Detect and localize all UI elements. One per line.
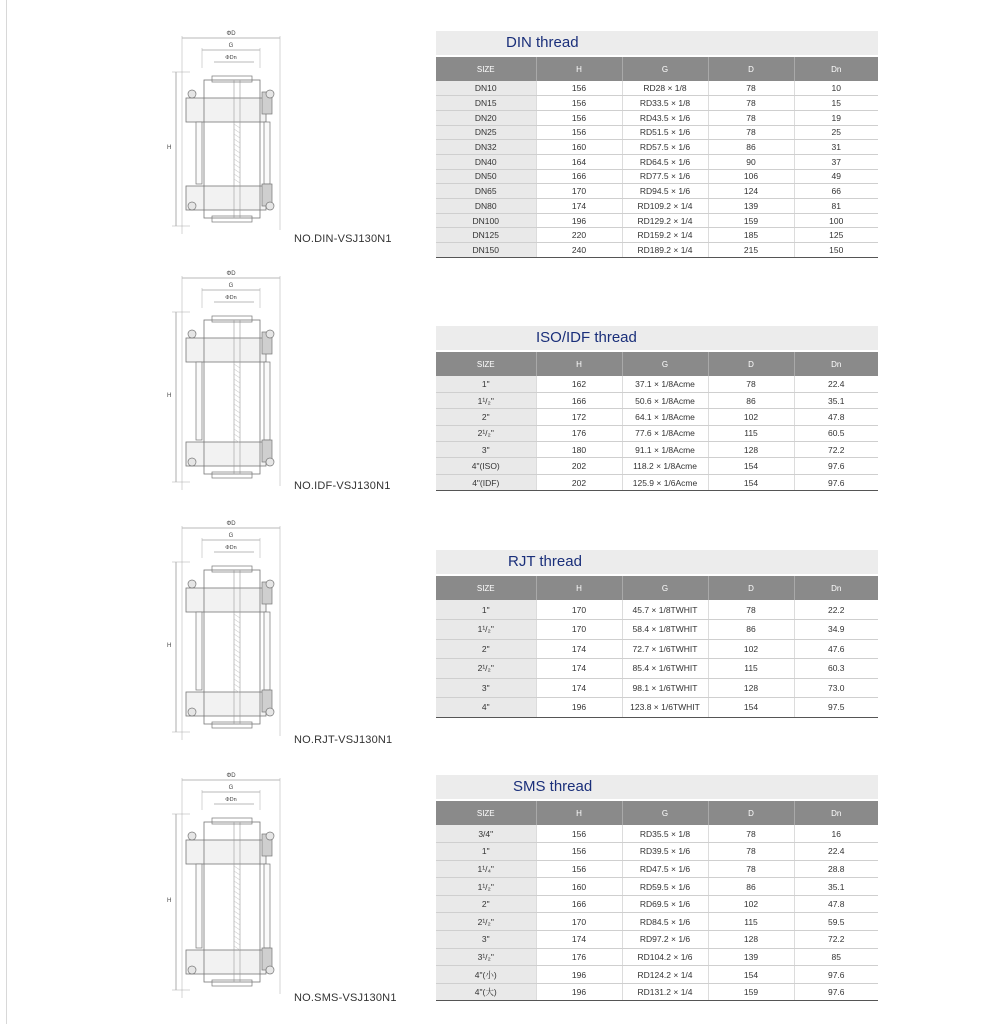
cell-size: DN150: [436, 243, 536, 258]
table-header-row: [436, 576, 878, 600]
cell-height: 160: [536, 878, 622, 896]
table-header-row: [436, 352, 878, 376]
table-row: [436, 409, 878, 425]
cell-bore: 97.6: [794, 966, 878, 984]
cell-outer-dia: 86: [708, 878, 794, 896]
table-row: [436, 392, 878, 408]
cell-thread: RD94.5 × 1/6: [622, 184, 708, 199]
cell-size: 2": [436, 895, 536, 913]
cell-outer-dia: 128: [708, 931, 794, 949]
table-row: [436, 931, 878, 949]
cell-size: DN25: [436, 125, 536, 140]
cell-thread: 123.8 × 1/6TWHIT: [622, 698, 708, 718]
cell-bore: 97.5: [794, 698, 878, 718]
cell-outer-dia: 139: [708, 948, 794, 966]
cell-bore: 73.0: [794, 678, 878, 698]
cell-height: 164: [536, 154, 622, 169]
table-row: [436, 966, 878, 984]
cell-outer-dia: 78: [708, 376, 794, 392]
column-header-size: SIZE: [436, 801, 536, 825]
model-number-label: NO.DIN-VSJ130N1: [294, 233, 392, 245]
cell-height: 156: [536, 81, 622, 96]
spec-table-title: ISO/IDF thread: [536, 329, 637, 346]
table-row: [436, 620, 878, 640]
cell-size: 1": [436, 843, 536, 861]
column-header-height: H: [536, 57, 622, 81]
cell-size: DN80: [436, 199, 536, 214]
dim-label-height: H: [167, 898, 172, 904]
cell-bore: 35.1: [794, 392, 878, 408]
cell-bore: 97.6: [794, 983, 878, 1001]
spec-table: [436, 352, 878, 491]
column-header-size: SIZE: [436, 57, 536, 81]
cell-thread: 77.6 × 1/8Acme: [622, 425, 708, 441]
dim-label-thread: G: [228, 283, 234, 289]
cell-bore: 22.4: [794, 843, 878, 861]
table-row: [436, 983, 878, 1001]
cell-bore: 37: [794, 154, 878, 169]
dim-label-thread: G: [228, 533, 234, 539]
cell-size: 1¹/₄": [436, 860, 536, 878]
cell-bore: 60.5: [794, 425, 878, 441]
cell-thread: RD64.5 × 1/6: [622, 154, 708, 169]
cell-thread: 125.9 × 1/6Acme: [622, 474, 708, 490]
cell-size: DN50: [436, 169, 536, 184]
cell-size: 2": [436, 409, 536, 425]
cell-thread: RD77.5 × 1/6: [622, 169, 708, 184]
cell-height: 174: [536, 639, 622, 659]
table-row: [436, 243, 878, 258]
cell-thread: 45.7 × 1/8TWHIT: [622, 600, 708, 620]
cell-height: 156: [536, 843, 622, 861]
cell-outer-dia: 78: [708, 110, 794, 125]
sight-glass-drawing: [160, 518, 290, 746]
cell-thread: RD43.5 × 1/6: [622, 110, 708, 125]
cell-bore: 97.6: [794, 474, 878, 490]
column-header-thread: G: [622, 576, 708, 600]
table-row: [436, 199, 878, 214]
cell-size: 4"(大): [436, 983, 536, 1001]
column-header-outer-dia: D: [708, 57, 794, 81]
spec-table-title: RJT thread: [508, 553, 582, 570]
cell-outer-dia: 78: [708, 600, 794, 620]
dim-label-outer-dia: ΦD: [226, 31, 236, 37]
cell-thread: RD35.5 × 1/8: [622, 825, 708, 843]
table-row: [436, 228, 878, 243]
cell-height: 196: [536, 966, 622, 984]
spec-table-title-bar: [436, 326, 878, 352]
table-row: [436, 825, 878, 843]
dim-label-height: H: [167, 145, 172, 151]
column-header-height: H: [536, 576, 622, 600]
cell-outer-dia: 90: [708, 154, 794, 169]
cell-outer-dia: 86: [708, 140, 794, 155]
cell-outer-dia: 86: [708, 392, 794, 408]
column-header-size: SIZE: [436, 576, 536, 600]
spec-table: [436, 57, 878, 258]
cell-bore: 72.2: [794, 442, 878, 458]
dim-label-bore: ΦDn: [225, 545, 237, 551]
cell-height: 170: [536, 184, 622, 199]
cell-bore: 125: [794, 228, 878, 243]
dim-label-bore: ΦDn: [225, 797, 237, 803]
cell-size: 2¹/₂": [436, 659, 536, 679]
cell-outer-dia: 78: [708, 81, 794, 96]
cell-bore: 85: [794, 948, 878, 966]
cell-size: 4"(IDF): [436, 474, 536, 490]
cell-height: 180: [536, 442, 622, 458]
spec-table-block: [436, 31, 878, 258]
page-margin-line: [6, 0, 7, 1024]
cell-thread: RD124.2 × 1/4: [622, 966, 708, 984]
cell-height: 170: [536, 600, 622, 620]
cell-height: 202: [536, 458, 622, 474]
cell-height: 156: [536, 125, 622, 140]
cell-outer-dia: 128: [708, 442, 794, 458]
cell-thread: RD109.2 × 1/4: [622, 199, 708, 214]
table-row: [436, 140, 878, 155]
cell-size: 4"(小): [436, 966, 536, 984]
cell-size: DN125: [436, 228, 536, 243]
cell-outer-dia: 115: [708, 425, 794, 441]
cell-thread: RD28 × 1/8: [622, 81, 708, 96]
cell-size: 3": [436, 442, 536, 458]
cell-height: 174: [536, 931, 622, 949]
cell-thread: 50.6 × 1/8Acme: [622, 392, 708, 408]
cell-bore: 81: [794, 199, 878, 214]
cell-outer-dia: 154: [708, 474, 794, 490]
model-number-label: NO.RJT-VSJ130N1: [294, 734, 393, 746]
cell-thread: 64.1 × 1/8Acme: [622, 409, 708, 425]
cell-height: 176: [536, 425, 622, 441]
table-row: [436, 154, 878, 169]
cell-size: 1¹/₂": [436, 620, 536, 640]
dim-label-outer-dia: ΦD: [226, 773, 236, 779]
cell-outer-dia: 159: [708, 213, 794, 228]
dim-label-height: H: [167, 643, 172, 649]
cell-height: 156: [536, 110, 622, 125]
cell-height: 172: [536, 409, 622, 425]
section-drawing: [160, 268, 290, 496]
table-row: [436, 948, 878, 966]
cell-bore: 100: [794, 213, 878, 228]
cell-thread: RD159.2 × 1/4: [622, 228, 708, 243]
cell-height: 196: [536, 213, 622, 228]
column-header-bore: Dn: [794, 576, 878, 600]
cell-size: 4": [436, 698, 536, 718]
spec-table-title-bar: [436, 775, 878, 801]
column-header-bore: Dn: [794, 57, 878, 81]
cell-size: DN20: [436, 110, 536, 125]
cell-bore: 47.8: [794, 895, 878, 913]
cell-thread: 58.4 × 1/8TWHIT: [622, 620, 708, 640]
spec-table-block: [436, 550, 878, 718]
cell-thread: 91.1 × 1/8Acme: [622, 442, 708, 458]
cell-height: 170: [536, 620, 622, 640]
cell-height: 220: [536, 228, 622, 243]
section-drawing: [160, 28, 290, 240]
cell-height: 166: [536, 895, 622, 913]
dim-label-thread: G: [228, 785, 234, 791]
cell-bore: 31: [794, 140, 878, 155]
cell-outer-dia: 154: [708, 458, 794, 474]
cell-bore: 59.5: [794, 913, 878, 931]
cell-thread: RD84.5 × 1/6: [622, 913, 708, 931]
cell-height: 240: [536, 243, 622, 258]
cell-size: 1": [436, 600, 536, 620]
cell-height: 196: [536, 698, 622, 718]
dim-label-outer-dia: ΦD: [226, 521, 236, 527]
cell-bore: 10: [794, 81, 878, 96]
cell-size: DN65: [436, 184, 536, 199]
cell-bore: 19: [794, 110, 878, 125]
cell-height: 156: [536, 825, 622, 843]
spec-table-block: [436, 775, 878, 1001]
cell-bore: 47.6: [794, 639, 878, 659]
cell-size: DN32: [436, 140, 536, 155]
cell-outer-dia: 78: [708, 843, 794, 861]
section-drawing: [160, 518, 290, 746]
table-row: [436, 96, 878, 111]
cell-bore: 22.4: [794, 376, 878, 392]
cell-height: 196: [536, 983, 622, 1001]
cell-outer-dia: 128: [708, 678, 794, 698]
column-header-bore: Dn: [794, 801, 878, 825]
cell-thread: RD47.5 × 1/6: [622, 860, 708, 878]
cell-thread: RD39.5 × 1/6: [622, 843, 708, 861]
table-header-row: [436, 801, 878, 825]
cell-bore: 25: [794, 125, 878, 140]
cell-bore: 150: [794, 243, 878, 258]
cell-outer-dia: 102: [708, 639, 794, 659]
cell-outer-dia: 154: [708, 698, 794, 718]
cell-height: 174: [536, 199, 622, 214]
dim-label-outer-dia: ΦD: [226, 271, 236, 277]
spec-table-block: [436, 326, 878, 491]
cell-bore: 34.9: [794, 620, 878, 640]
cell-outer-dia: 78: [708, 825, 794, 843]
column-header-outer-dia: D: [708, 576, 794, 600]
cell-thread: 72.7 × 1/6TWHIT: [622, 639, 708, 659]
model-number-label: NO.IDF-VSJ130N1: [294, 480, 391, 492]
cell-size: 3": [436, 678, 536, 698]
cell-height: 202: [536, 474, 622, 490]
cell-thread: RD129.2 × 1/4: [622, 213, 708, 228]
cell-thread: RD131.2 × 1/4: [622, 983, 708, 1001]
cell-size: DN40: [436, 154, 536, 169]
dim-label-bore: ΦDn: [225, 55, 237, 61]
spec-table-title-bar: [436, 31, 878, 57]
spec-table: [436, 801, 878, 1001]
table-row: [436, 425, 878, 441]
dim-label-height: H: [167, 393, 172, 399]
cell-outer-dia: 106: [708, 169, 794, 184]
cell-height: 156: [536, 96, 622, 111]
cell-outer-dia: 78: [708, 860, 794, 878]
table-header-row: [436, 57, 878, 81]
cell-size: 2": [436, 639, 536, 659]
cell-height: 162: [536, 376, 622, 392]
cell-size: 4"(ISO): [436, 458, 536, 474]
column-header-thread: G: [622, 801, 708, 825]
cell-thread: RD33.5 × 1/8: [622, 96, 708, 111]
cell-height: 160: [536, 140, 622, 155]
spec-table: [436, 576, 878, 718]
table-row: [436, 125, 878, 140]
table-row: [436, 639, 878, 659]
cell-outer-dia: 154: [708, 966, 794, 984]
model-number-label: NO.SMS-VSJ130N1: [294, 992, 397, 1004]
table-row: [436, 376, 878, 392]
cell-thread: 98.1 × 1/6TWHIT: [622, 678, 708, 698]
column-header-thread: G: [622, 352, 708, 376]
cell-size: DN10: [436, 81, 536, 96]
cell-bore: 60.3: [794, 659, 878, 679]
table-row: [436, 474, 878, 490]
table-row: [436, 600, 878, 620]
spec-table-title-bar: [436, 550, 878, 576]
cell-thread: RD69.5 × 1/6: [622, 895, 708, 913]
cell-size: DN15: [436, 96, 536, 111]
spec-table-title: SMS thread: [513, 778, 593, 795]
cell-size: 2¹/₂": [436, 425, 536, 441]
cell-thread: RD51.5 × 1/6: [622, 125, 708, 140]
cell-height: 174: [536, 659, 622, 679]
table-row: [436, 913, 878, 931]
cell-outer-dia: 159: [708, 983, 794, 1001]
table-row: [436, 442, 878, 458]
column-header-thread: G: [622, 57, 708, 81]
table-row: [436, 860, 878, 878]
cell-outer-dia: 78: [708, 125, 794, 140]
dim-label-thread: G: [228, 43, 234, 49]
cell-bore: 16: [794, 825, 878, 843]
cell-thread: 118.2 × 1/8Acme: [622, 458, 708, 474]
cell-thread: RD57.5 × 1/6: [622, 140, 708, 155]
cell-height: 176: [536, 948, 622, 966]
sight-glass-drawing: [160, 28, 290, 240]
cell-size: 3¹/₂": [436, 948, 536, 966]
cell-height: 170: [536, 913, 622, 931]
cell-thread: 37.1 × 1/8Acme: [622, 376, 708, 392]
column-header-outer-dia: D: [708, 801, 794, 825]
cell-outer-dia: 78: [708, 96, 794, 111]
cell-outer-dia: 215: [708, 243, 794, 258]
cell-bore: 47.8: [794, 409, 878, 425]
column-header-height: H: [536, 801, 622, 825]
cell-thread: RD189.2 × 1/4: [622, 243, 708, 258]
sight-glass-drawing: [160, 268, 290, 496]
cell-outer-dia: 115: [708, 659, 794, 679]
cell-bore: 22.2: [794, 600, 878, 620]
cell-outer-dia: 124: [708, 184, 794, 199]
table-row: [436, 895, 878, 913]
cell-bore: 72.2: [794, 931, 878, 949]
section-drawing: [160, 770, 290, 1004]
cell-thread: RD97.2 × 1/6: [622, 931, 708, 949]
cell-height: 166: [536, 169, 622, 184]
dim-label-bore: ΦDn: [225, 295, 237, 301]
cell-size: 1¹/₂": [436, 878, 536, 896]
table-row: [436, 184, 878, 199]
cell-bore: 97.6: [794, 458, 878, 474]
cell-size: 3/4": [436, 825, 536, 843]
table-row: [436, 659, 878, 679]
column-header-height: H: [536, 352, 622, 376]
table-row: [436, 169, 878, 184]
cell-outer-dia: 115: [708, 913, 794, 931]
cell-size: 1": [436, 376, 536, 392]
table-row: [436, 213, 878, 228]
cell-bore: 35.1: [794, 878, 878, 896]
cell-height: 174: [536, 678, 622, 698]
cell-size: 2¹/₂": [436, 913, 536, 931]
cell-outer-dia: 185: [708, 228, 794, 243]
cell-height: 156: [536, 860, 622, 878]
cell-bore: 28.8: [794, 860, 878, 878]
cell-height: 166: [536, 392, 622, 408]
sight-glass-drawing: [160, 770, 290, 1004]
cell-thread: RD104.2 × 1/6: [622, 948, 708, 966]
cell-thread: 85.4 × 1/6TWHIT: [622, 659, 708, 679]
column-header-bore: Dn: [794, 352, 878, 376]
table-row: [436, 678, 878, 698]
cell-size: DN100: [436, 213, 536, 228]
cell-outer-dia: 102: [708, 895, 794, 913]
cell-size: 3": [436, 931, 536, 949]
table-row: [436, 110, 878, 125]
cell-outer-dia: 102: [708, 409, 794, 425]
cell-size: 1¹/₂": [436, 392, 536, 408]
table-row: [436, 878, 878, 896]
cell-thread: RD59.5 × 1/6: [622, 878, 708, 896]
table-row: [436, 698, 878, 718]
table-row: [436, 81, 878, 96]
column-header-outer-dia: D: [708, 352, 794, 376]
table-row: [436, 458, 878, 474]
cell-outer-dia: 86: [708, 620, 794, 640]
cell-outer-dia: 139: [708, 199, 794, 214]
cell-bore: 15: [794, 96, 878, 111]
cell-bore: 49: [794, 169, 878, 184]
cell-bore: 66: [794, 184, 878, 199]
table-row: [436, 843, 878, 861]
column-header-size: SIZE: [436, 352, 536, 376]
spec-table-title: DIN thread: [506, 34, 579, 51]
